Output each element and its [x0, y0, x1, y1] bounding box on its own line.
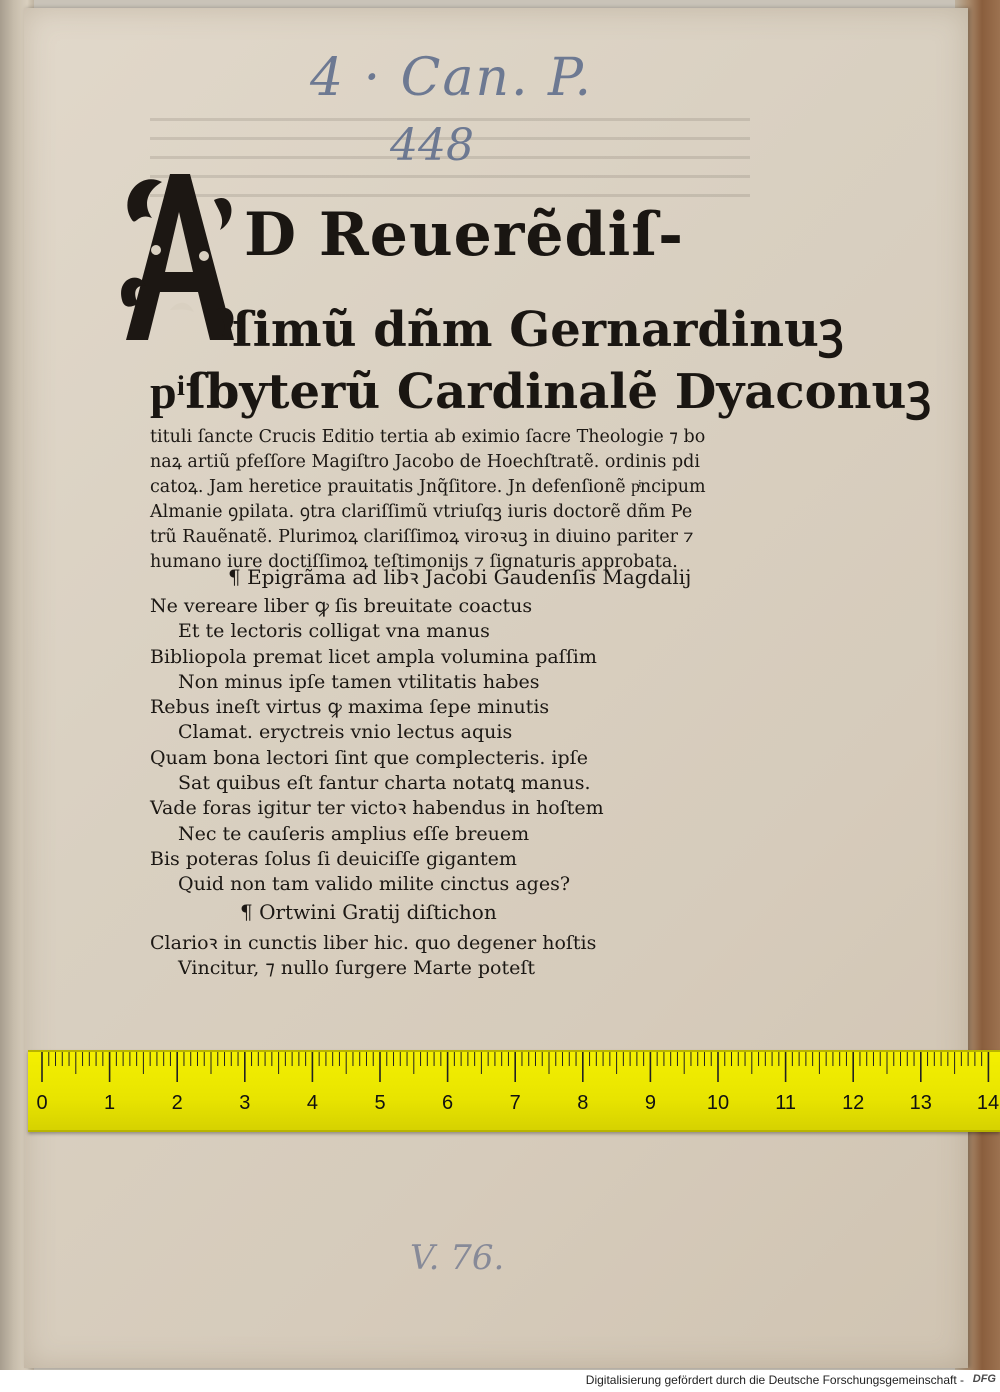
verse-line: Bibliopola premat licet ampla volumina paſſim	[150, 645, 597, 668]
verse-line: Ne vereare liber ꝙ ſis breuitate coactus	[150, 595, 533, 617]
epigram-heading: ¶ Epigrãma ad libꝛ Jacobi Gaudenſis Magdalij	[228, 565, 692, 589]
ruler-number: 1	[104, 1092, 116, 1114]
ruler-ticks	[28, 1052, 1000, 1130]
funding-credit: Digitalisierung gefördert durch die Deutsche Forschungsgemeinschaft -	[585, 1373, 964, 1387]
measuring-ruler	[28, 1050, 1000, 1132]
verse-line: Vade foras igitur ter victoꝛ habendus in hoſtem	[150, 797, 604, 820]
description-line: tituli ſancte Crucis Editio tertia ab eximio ſacre Theologie ⁊ bo	[150, 427, 706, 447]
description-line: naꝝ artiũ pfeſſore Magiſtro Jacobo de Hoechſtratẽ. ordinis pdi	[150, 452, 700, 472]
initial-ornament-icon	[118, 160, 240, 346]
shelfmark-number: 448	[390, 120, 474, 171]
ruler-number: 8	[577, 1092, 589, 1114]
ruler-number: 6	[442, 1092, 454, 1114]
dfg-logo-icon: DFG	[972, 1373, 996, 1385]
ruler-number: 12	[842, 1092, 865, 1114]
verse-line: Nec te cauſeris amplius eſſe breuem	[178, 822, 530, 845]
verse-line: Vincitur, ⁊ nullo ſurgere Marte poteſt	[178, 957, 536, 979]
verse-line: Quam bona lectori ſint que complecteris. ipſe	[150, 746, 588, 769]
ruler-number: 5	[374, 1092, 386, 1114]
verse-line: Clamat. eryctreis vnio lectus aquis	[178, 721, 513, 744]
shelfmark-annotation: 4 · Can. P.	[310, 48, 593, 108]
ruler-number: 7	[509, 1092, 521, 1114]
verse-line: Quid non tam valido milite cinctus ages?	[178, 873, 571, 896]
ruler-number: 4	[306, 1092, 318, 1114]
verse-line: Rebus ineſt virtus ꝙ maxima ſepe minutis	[150, 696, 550, 719]
verse-line: Non minus ipſe tamen vtilitatis habes	[178, 670, 540, 693]
distich-heading: ¶ Ortwini Gratij diſtichon	[240, 900, 497, 924]
title-line-1: D Reuerẽdiſ-	[244, 200, 684, 270]
ruler-number: 14	[976, 1092, 1000, 1114]
title-line-3: pͥſbyterũ Cardinalẽ Dyaconuꝫ	[150, 364, 931, 420]
decorated-initial	[118, 160, 240, 346]
ruler-number: 13	[909, 1092, 932, 1114]
footer-bar	[0, 1370, 1000, 1392]
description-line: trũ Rauẽnatẽ. Plurimoꝝ clariſſimoꝝ viroꝛuꝫ in diuino pariter ⁊	[150, 527, 694, 547]
description-paragraph	[150, 425, 780, 575]
verse-line: Et te lectoris colligat vna manus	[178, 620, 490, 643]
verse-line: Bis poteras ſolus ſi deuiciſſe gigantem	[150, 847, 517, 870]
verse-line: Clarioꝛ in cunctis liber hic. quo degener hoſtis	[150, 932, 597, 954]
epigram-verses	[150, 594, 604, 898]
ruler-number: 2	[171, 1092, 183, 1114]
shelfmark-bottom: V. 76.	[410, 1238, 505, 1278]
ruler-number: 11	[775, 1092, 796, 1114]
ruler-number: 10	[706, 1092, 730, 1114]
ruler-number: 3	[239, 1092, 251, 1114]
ruler-number: 0	[36, 1092, 48, 1114]
verse-line: Sat quibus eſt fantur charta notatꝗ manus.	[178, 772, 591, 795]
description-line: humano iure doctiſſimoꝝ teſtimonijs ⁊ ſignaturis approbata.	[150, 552, 678, 572]
description-line: Almanie ꝯpilata. ꝯtra clariſſimũ vtriuſqꝫ iuris doctorẽ dñm Pe	[150, 502, 693, 522]
title-line-2: ſimũ dñm Gernardinuꝫ	[232, 302, 844, 358]
distich-verses	[150, 931, 596, 981]
ruler-number: 9	[644, 1092, 656, 1114]
description-line: catoꝝ. Jam heretice prauitatis Jnq̃ſitore. Jn defenſionẽ pͥncipum	[150, 477, 706, 497]
